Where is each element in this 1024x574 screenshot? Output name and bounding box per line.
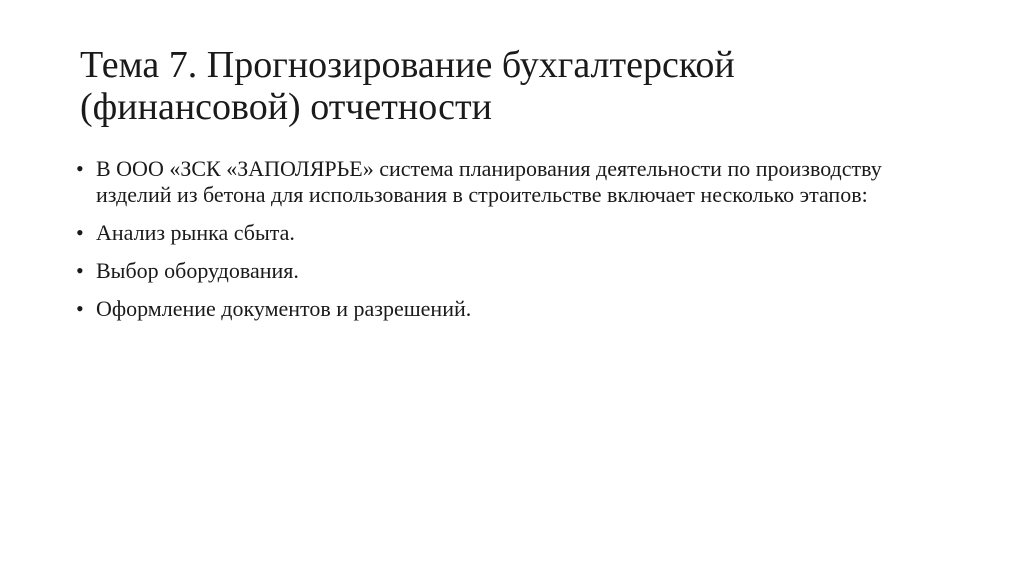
bullet-text: В ООО «ЗСК «ЗАПОЛЯРЬЕ» система планирования деятельности по производству изделий из бетона для использования в строительстве включает несколько этапов: (96, 156, 882, 207)
bullet-item-market-analysis (74, 220, 954, 246)
bullet-icon: • (76, 258, 84, 283)
bullet-icon: • (76, 296, 84, 321)
bullet-text: Анализ рынка сбыта. (96, 220, 295, 245)
bullet-text: Выбор оборудования. (96, 258, 299, 283)
bullet-text: Оформление документов и разрешений. (96, 296, 472, 321)
bullet-item-intro (74, 156, 954, 208)
bullet-item-equipment (74, 258, 954, 284)
bullet-list (74, 156, 954, 334)
bullet-icon: • (76, 220, 84, 245)
bullet-item-documents (74, 296, 954, 322)
bullet-icon: • (76, 156, 84, 181)
slide-title: Тема 7. Прогнозирование бухгалтерской (финансовой) отчетности (80, 44, 735, 128)
